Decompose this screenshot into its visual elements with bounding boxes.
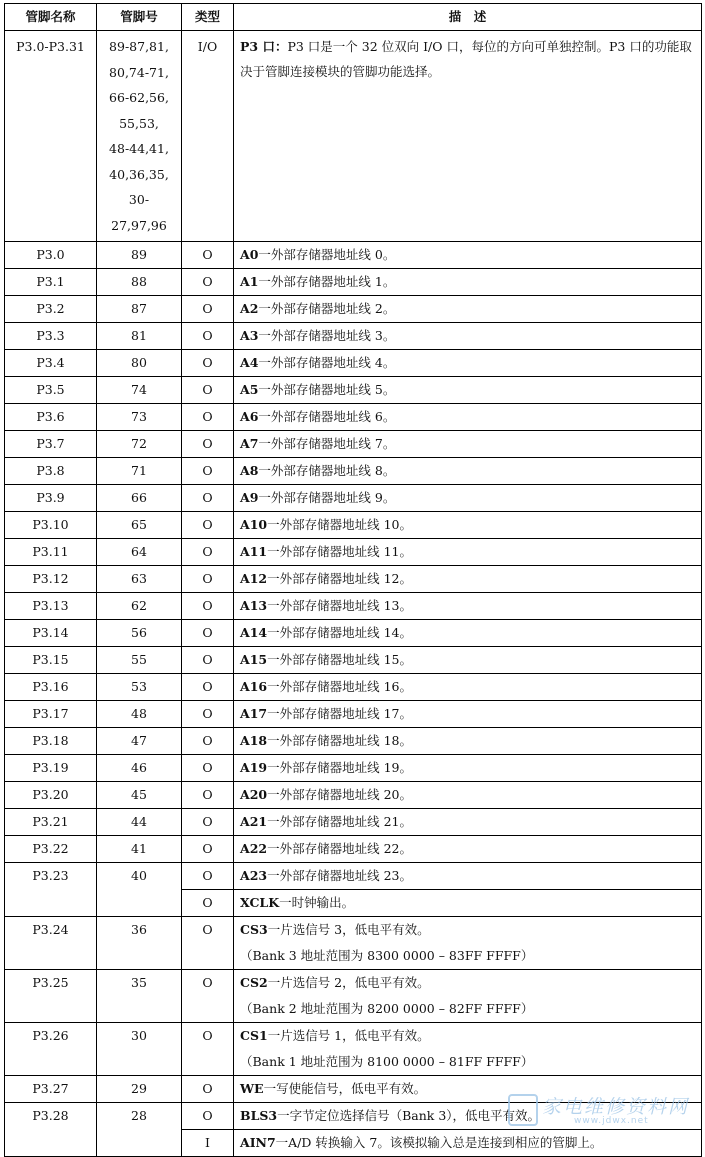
pin-number-cell: 41 (97, 836, 182, 863)
type-cell: O (182, 242, 234, 269)
type-cell: O (182, 350, 234, 377)
table-row (5, 485, 702, 512)
description-cell (234, 31, 702, 242)
table-row (5, 323, 702, 350)
table-row (5, 728, 702, 755)
type-cell: O (182, 890, 234, 917)
description-term: A12 (240, 571, 268, 586)
pin-name-cell: P3.9 (5, 485, 97, 512)
type-cell: O (182, 539, 234, 566)
table-row (5, 296, 702, 323)
description-cell (234, 917, 702, 970)
type-cell: O (182, 1076, 234, 1103)
description-text: 一外部存储器地址线 16。 (267, 679, 412, 694)
description-cell (234, 728, 702, 755)
description-text: 一片选信号 1，低电平有效。 (267, 1028, 430, 1043)
description-term: A22 (240, 841, 268, 856)
description-term: BLS3 (240, 1108, 278, 1123)
pin-name-cell: P3.10 (5, 512, 97, 539)
type-cell: O (182, 701, 234, 728)
table-row (5, 917, 702, 970)
description-text: 一外部存储器地址线 17。 (267, 706, 412, 721)
description-cell (234, 296, 702, 323)
pin-number-cell: 66 (97, 485, 182, 512)
description-term: A19 (240, 760, 268, 775)
type-cell: O (182, 809, 234, 836)
table-row (5, 431, 702, 458)
pin-name-cell: P3.18 (5, 728, 97, 755)
description-term: CS1 (240, 1028, 268, 1043)
description-cell (234, 431, 702, 458)
pin-number-cell: 62 (97, 593, 182, 620)
description-text: 一外部存储器地址线 2。 (258, 301, 396, 316)
header-type: 类型 (182, 4, 234, 31)
table-row (5, 863, 702, 890)
type-cell: I (182, 1130, 234, 1157)
table-row (5, 269, 702, 296)
description-cell (234, 350, 702, 377)
table-row (5, 350, 702, 377)
pin-number-cell: 81 (97, 323, 182, 350)
pin-number-cell: 48 (97, 701, 182, 728)
pin-name-cell: P3.5 (5, 377, 97, 404)
type-cell: O (182, 512, 234, 539)
pin-name-cell: P3.6 (5, 404, 97, 431)
pin-name-cell: P3.11 (5, 539, 97, 566)
description-text: 一外部存储器地址线 19。 (267, 760, 412, 775)
table-row-intro (5, 31, 702, 242)
type-cell: O (182, 863, 234, 890)
table-row (5, 242, 702, 269)
type-cell: O (182, 404, 234, 431)
type-cell: O (182, 755, 234, 782)
pin-name-cell: P3.0 (5, 242, 97, 269)
table-row (5, 512, 702, 539)
description-cell (234, 755, 702, 782)
table-row (5, 836, 702, 863)
pin-number-cell: 53 (97, 674, 182, 701)
pin-number-cell: 47 (97, 728, 182, 755)
description-text: 一写使能信号，低电平有效。 (263, 1081, 427, 1096)
pin-name-cell: P3.1 (5, 269, 97, 296)
description-term: A18 (240, 733, 268, 748)
table-row (5, 404, 702, 431)
pin-name-cell: P3.8 (5, 458, 97, 485)
description-text: 一外部存储器地址线 4。 (258, 355, 396, 370)
description-term: A20 (240, 787, 268, 802)
pin-name-cell: P3.15 (5, 647, 97, 674)
description-term: WE (240, 1081, 264, 1096)
description-term: XCLK (240, 895, 280, 910)
pin-number-cell: 30 (97, 1023, 182, 1076)
pin-name-cell: P3.3 (5, 323, 97, 350)
pin-number-line: 40,36,35, (109, 166, 169, 182)
description-text: 一外部存储器地址线 10。 (267, 517, 412, 532)
type-cell: O (182, 836, 234, 863)
description-text: 一外部存储器地址线 14。 (267, 625, 412, 640)
pin-number-cell: 63 (97, 566, 182, 593)
description-text: 一外部存储器地址线 3。 (258, 328, 396, 343)
description-cell (234, 485, 702, 512)
description-cell (234, 566, 702, 593)
pin-number-line: 48-44,41, (109, 141, 169, 156)
type-cell: O (182, 323, 234, 350)
description-term: A8 (240, 463, 259, 478)
description-term: A17 (240, 706, 268, 721)
pin-number-cell: 36 (97, 917, 182, 970)
description-cell (234, 701, 702, 728)
type-cell: O (182, 458, 234, 485)
description-note: （Bank 2 地址范围为 8200 0000 – 82FF FFFF） (240, 1001, 534, 1016)
type-cell: O (182, 485, 234, 512)
description-text: 一外部存储器地址线 8。 (258, 463, 396, 478)
description-text: 一片选信号 2，低电平有效。 (267, 975, 430, 990)
table-row (5, 458, 702, 485)
description-cell (234, 890, 702, 917)
description-term: A15 (240, 652, 268, 667)
pin-number-line: 55,53, (119, 115, 159, 131)
pin-number-cell: 45 (97, 782, 182, 809)
description-note: （Bank 1 地址范围为 8100 0000 – 81FF FFFF） (240, 1054, 534, 1069)
type-cell: I/O (182, 31, 234, 242)
description-term: A2 (240, 301, 259, 316)
description-text: 一外部存储器地址线 0。 (258, 247, 396, 262)
watermark-url: www.jdwx.net (574, 1116, 649, 1126)
pin-number-cell: 35 (97, 970, 182, 1023)
description-term: P3 口： (240, 39, 288, 54)
description-term: A6 (240, 409, 259, 424)
type-cell: O (182, 1103, 234, 1130)
pin-name-cell: P3.16 (5, 674, 97, 701)
pin-number-cell: 87 (97, 296, 182, 323)
description-cell (234, 269, 702, 296)
pin-name-cell: P3.26 (5, 1023, 97, 1076)
pin-name-cell: P3.14 (5, 620, 97, 647)
description-term: A3 (240, 328, 259, 343)
table-row (5, 377, 702, 404)
type-cell: O (182, 377, 234, 404)
pin-number-cell: 88 (97, 269, 182, 296)
description-text: 一外部存储器地址线 18。 (267, 733, 412, 748)
description-cell (234, 970, 702, 1023)
pin-name-cell: P3.23 (5, 863, 97, 917)
pin-number-line: 66-62,56, (109, 90, 169, 105)
pin-name-cell: P3.17 (5, 701, 97, 728)
description-cell (234, 620, 702, 647)
pin-number-cell: 71 (97, 458, 182, 485)
description-term: A7 (240, 436, 259, 451)
type-cell: O (182, 970, 234, 1023)
pin-number-cell: 65 (97, 512, 182, 539)
description-term: A0 (240, 247, 259, 262)
description-text: 一外部存储器地址线 12。 (267, 571, 412, 586)
type-cell: O (182, 674, 234, 701)
description-text: 一时钟输出。 (279, 895, 355, 910)
description-term: A13 (240, 598, 268, 613)
description-term: A16 (240, 679, 268, 694)
pin-name-cell: P3.22 (5, 836, 97, 863)
pin-number-cell: 28 (97, 1103, 182, 1157)
table-row (5, 566, 702, 593)
description-term: A9 (240, 490, 259, 505)
description-cell (234, 1023, 702, 1076)
description-text: 一外部存储器地址线 23。 (267, 868, 412, 883)
description-text: 一片选信号 3，低电平有效。 (267, 922, 430, 937)
pin-name-cell: P3.12 (5, 566, 97, 593)
pin-number-line: 89-87,81, (109, 39, 169, 54)
description-term: CS3 (240, 922, 268, 937)
pin-name-cell: P3.20 (5, 782, 97, 809)
table-row (5, 1023, 702, 1076)
description-text: 一外部存储器地址线 7。 (258, 436, 396, 451)
description-term: CS2 (240, 975, 268, 990)
description-text: 一外部存储器地址线 11。 (267, 544, 412, 559)
table-row (5, 620, 702, 647)
type-cell: O (182, 1023, 234, 1076)
description-cell (234, 836, 702, 863)
type-cell: O (182, 566, 234, 593)
description-cell (234, 1076, 702, 1103)
description-text: 一A/D 转换输入 7。该模拟输入总是连接到相应的管脚上。 (275, 1135, 603, 1150)
pin-number-cell: 73 (97, 404, 182, 431)
table-row (5, 1103, 702, 1130)
pin-number-cell (97, 31, 182, 242)
pin-name-cell: P3.4 (5, 350, 97, 377)
pin-name-cell: P3.21 (5, 809, 97, 836)
table-row (5, 593, 702, 620)
description-term: A4 (240, 355, 259, 370)
header-pin-name: 管脚名称 (5, 4, 97, 31)
table-row (5, 809, 702, 836)
description-cell (234, 377, 702, 404)
pin-number-cell: 89 (97, 242, 182, 269)
type-cell: O (182, 269, 234, 296)
table-row (5, 647, 702, 674)
pin-number-line: 30-27,97,96 (111, 192, 167, 233)
description-text: 一外部存储器地址线 1。 (258, 274, 396, 289)
table-row (5, 755, 702, 782)
description-cell (234, 323, 702, 350)
description-cell (234, 674, 702, 701)
pin-number-cell: 29 (97, 1076, 182, 1103)
description-text: 一外部存储器地址线 6。 (258, 409, 396, 424)
table-row (5, 782, 702, 809)
type-cell: O (182, 431, 234, 458)
pin-number-cell: 56 (97, 620, 182, 647)
description-term: A1 (240, 274, 259, 289)
header-description: 描 述 (234, 4, 702, 31)
description-term: A10 (240, 517, 268, 532)
type-cell: O (182, 296, 234, 323)
table-row (5, 1076, 702, 1103)
description-cell (234, 809, 702, 836)
pin-number-cell: 64 (97, 539, 182, 566)
type-cell: O (182, 647, 234, 674)
pin-name-cell: P3.25 (5, 970, 97, 1023)
table-row (5, 539, 702, 566)
pin-number-cell: 44 (97, 809, 182, 836)
description-note: （Bank 3 地址范围为 8300 0000 – 83FF FFFF） (240, 948, 534, 963)
watermark-title: 家电维修资料网 (542, 1096, 690, 1118)
pin-number-cell: 46 (97, 755, 182, 782)
type-cell: O (182, 593, 234, 620)
description-cell (234, 863, 702, 890)
pin-name-cell: P3.24 (5, 917, 97, 970)
description-term: A23 (240, 868, 268, 883)
pin-description-table (4, 3, 702, 1157)
pin-number-cell: 72 (97, 431, 182, 458)
description-cell (234, 404, 702, 431)
description-term: A21 (240, 814, 268, 829)
pin-name-cell: P3.27 (5, 1076, 97, 1103)
description-text: 一外部存储器地址线 5。 (258, 382, 396, 397)
description-cell (234, 1103, 702, 1130)
pin-name-cell: P3.2 (5, 296, 97, 323)
table-row (5, 701, 702, 728)
description-cell (234, 1130, 702, 1157)
description-cell (234, 512, 702, 539)
description-text: 一外部存储器地址线 22。 (267, 841, 412, 856)
description-term: A14 (240, 625, 268, 640)
pin-name-cell: P3.28 (5, 1103, 97, 1157)
pin-number-cell: 55 (97, 647, 182, 674)
description-cell (234, 593, 702, 620)
header-pin-number: 管脚号 (97, 4, 182, 31)
pin-name-cell: P3.13 (5, 593, 97, 620)
description-term: A11 (240, 544, 268, 559)
table-row (5, 674, 702, 701)
type-cell: O (182, 728, 234, 755)
pin-number-line: 80,74-71, (109, 64, 169, 80)
pin-number-cell: 80 (97, 350, 182, 377)
description-text: 一外部存储器地址线 9。 (258, 490, 396, 505)
pin-number-cell: 74 (97, 377, 182, 404)
description-text: 一字节定位选择信号（Bank 3），低电平有效。 (277, 1108, 541, 1123)
type-cell: O (182, 917, 234, 970)
description-cell (234, 242, 702, 269)
pin-name-cell: P3.7 (5, 431, 97, 458)
pin-name-cell: P3.19 (5, 755, 97, 782)
description-cell (234, 647, 702, 674)
description-text: 一外部存储器地址线 21。 (267, 814, 412, 829)
description-text: 一外部存储器地址线 20。 (267, 787, 412, 802)
description-text: 一外部存储器地址线 15。 (267, 652, 412, 667)
table-row (5, 970, 702, 1023)
description-cell (234, 539, 702, 566)
description-text: P3 口是一个 32 位双向 I/O 口，每位的方向可单独控制。P3 口的功能取决于管脚连接模块的管脚功能选择。 (240, 39, 692, 79)
type-cell: O (182, 620, 234, 647)
description-cell (234, 782, 702, 809)
type-cell: O (182, 782, 234, 809)
description-cell (234, 458, 702, 485)
description-term: AIN7 (240, 1135, 276, 1150)
description-text: 一外部存储器地址线 13。 (267, 598, 412, 613)
pin-name-cell: P3.0-P3.31 (5, 31, 97, 242)
description-term: A5 (240, 382, 259, 397)
header-row (5, 4, 702, 31)
pin-number-cell: 40 (97, 863, 182, 917)
